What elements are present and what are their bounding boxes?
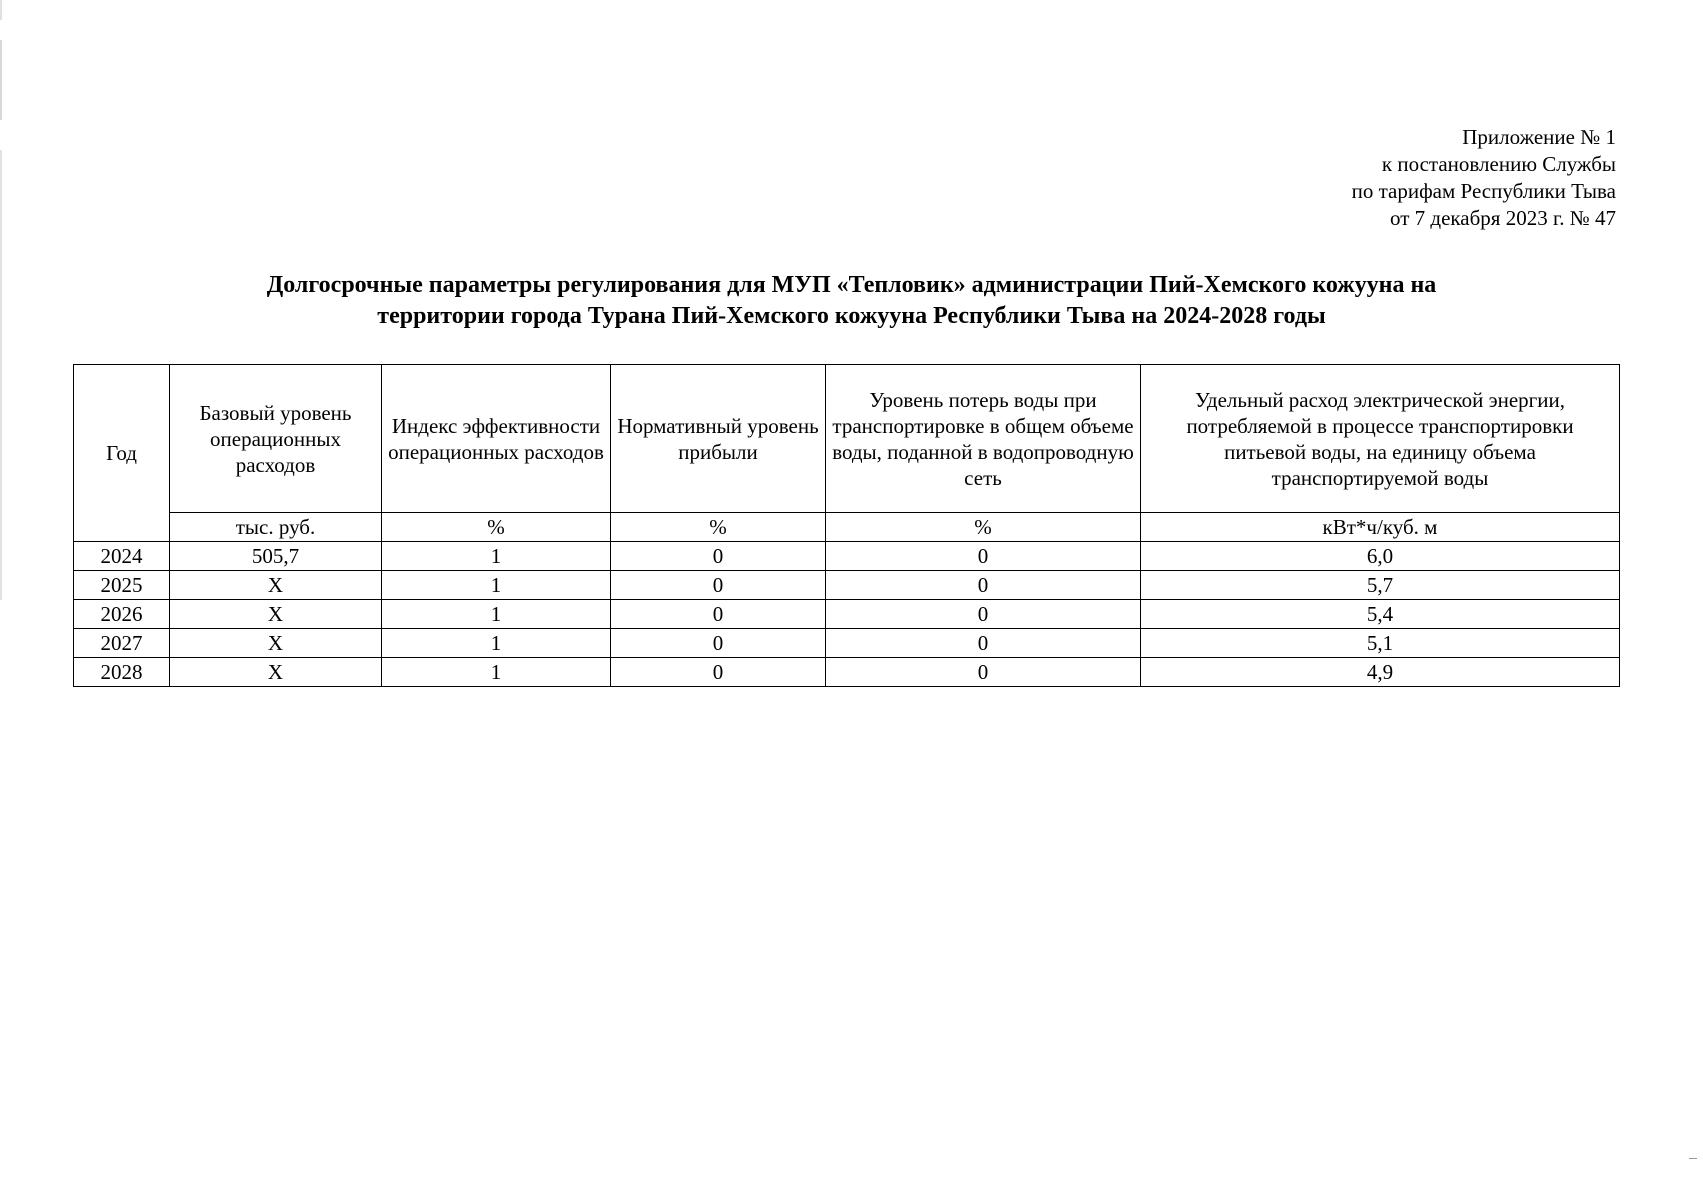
cell-year: 2028	[74, 658, 170, 687]
cell-efficiency-index: 1	[382, 542, 611, 571]
appendix-reference	[1352, 124, 1616, 232]
cell-year: 2025	[74, 571, 170, 600]
cell-efficiency-index: 1	[382, 571, 611, 600]
cell-base-opex: 505,7	[170, 542, 382, 571]
cell-water-loss: 0	[826, 629, 1141, 658]
cell-efficiency-index: 1	[382, 629, 611, 658]
cell-normative-profit: 0	[611, 542, 826, 571]
header-year: Год	[74, 365, 170, 542]
cell-water-loss: 0	[826, 600, 1141, 629]
appendix-line: от 7 декабря 2023 г. № 47	[1390, 206, 1616, 230]
scan-dash-artifact	[1689, 1158, 1697, 1159]
cell-efficiency-index: 1	[382, 658, 611, 687]
header-efficiency-index: Индекс эффективности операционных расходов	[382, 365, 611, 513]
header-water-loss: Уровень потерь воды при транспортировке в общем объеме воды, поданной в водопроводную сеть	[826, 365, 1141, 513]
table-header-row	[74, 365, 1620, 513]
table-row	[74, 629, 1620, 658]
table-units-row	[74, 513, 1620, 542]
cell-energy-consumption: 5,1	[1141, 629, 1620, 658]
appendix-line: к постановлению Службы	[1381, 152, 1616, 176]
parameters-table	[73, 364, 1620, 687]
cell-energy-consumption: 4,9	[1141, 658, 1620, 687]
header-energy-consumption: Удельный расход электрической энергии, потребляемой в процессе транспортировки питьевой воды, на единицу объема транспортируемой воды	[1141, 365, 1620, 513]
cell-energy-consumption: 5,7	[1141, 571, 1620, 600]
table-row	[74, 571, 1620, 600]
header-base-opex: Базовый уровень операционных расходов	[170, 365, 382, 513]
cell-energy-consumption: 6,0	[1141, 542, 1620, 571]
title-line: Долгосрочные параметры регулирования для МУП «Тепловик» администрации Пий-Хемского кожууна на	[266, 272, 1437, 298]
table-row	[74, 600, 1620, 629]
unit-cell: %	[826, 513, 1141, 542]
unit-cell: %	[382, 513, 611, 542]
cell-normative-profit: 0	[611, 600, 826, 629]
cell-water-loss: 0	[826, 542, 1141, 571]
cell-normative-profit: 0	[611, 629, 826, 658]
cell-normative-profit: 0	[611, 658, 826, 687]
cell-year: 2027	[74, 629, 170, 658]
table-row	[74, 542, 1620, 571]
unit-cell: кВт*ч/куб. м	[1141, 513, 1620, 542]
cell-water-loss: 0	[826, 658, 1141, 687]
cell-water-loss: 0	[826, 571, 1141, 600]
title-line: территории города Турана Пий-Хемского кожууна Республики Тыва на 2024-2028 годы	[377, 303, 1326, 329]
cell-normative-profit: 0	[611, 571, 826, 600]
appendix-line: по тарифам Республики Тыва	[1351, 179, 1616, 203]
cell-year: 2026	[74, 600, 170, 629]
scan-edge-artifact	[0, 0, 2, 600]
cell-base-opex: X	[170, 629, 382, 658]
unit-cell: %	[611, 513, 826, 542]
cell-base-opex: X	[170, 658, 382, 687]
cell-energy-consumption: 5,4	[1141, 600, 1620, 629]
document-title	[80, 270, 1623, 332]
table-row	[74, 658, 1620, 687]
unit-cell: тыс. руб.	[170, 513, 382, 542]
cell-base-opex: X	[170, 600, 382, 629]
cell-base-opex: X	[170, 571, 382, 600]
cell-year: 2024	[74, 542, 170, 571]
cell-efficiency-index: 1	[382, 600, 611, 629]
header-normative-profit: Нормативный уровень прибыли	[611, 365, 826, 513]
appendix-line: Приложение № 1	[1462, 125, 1616, 149]
